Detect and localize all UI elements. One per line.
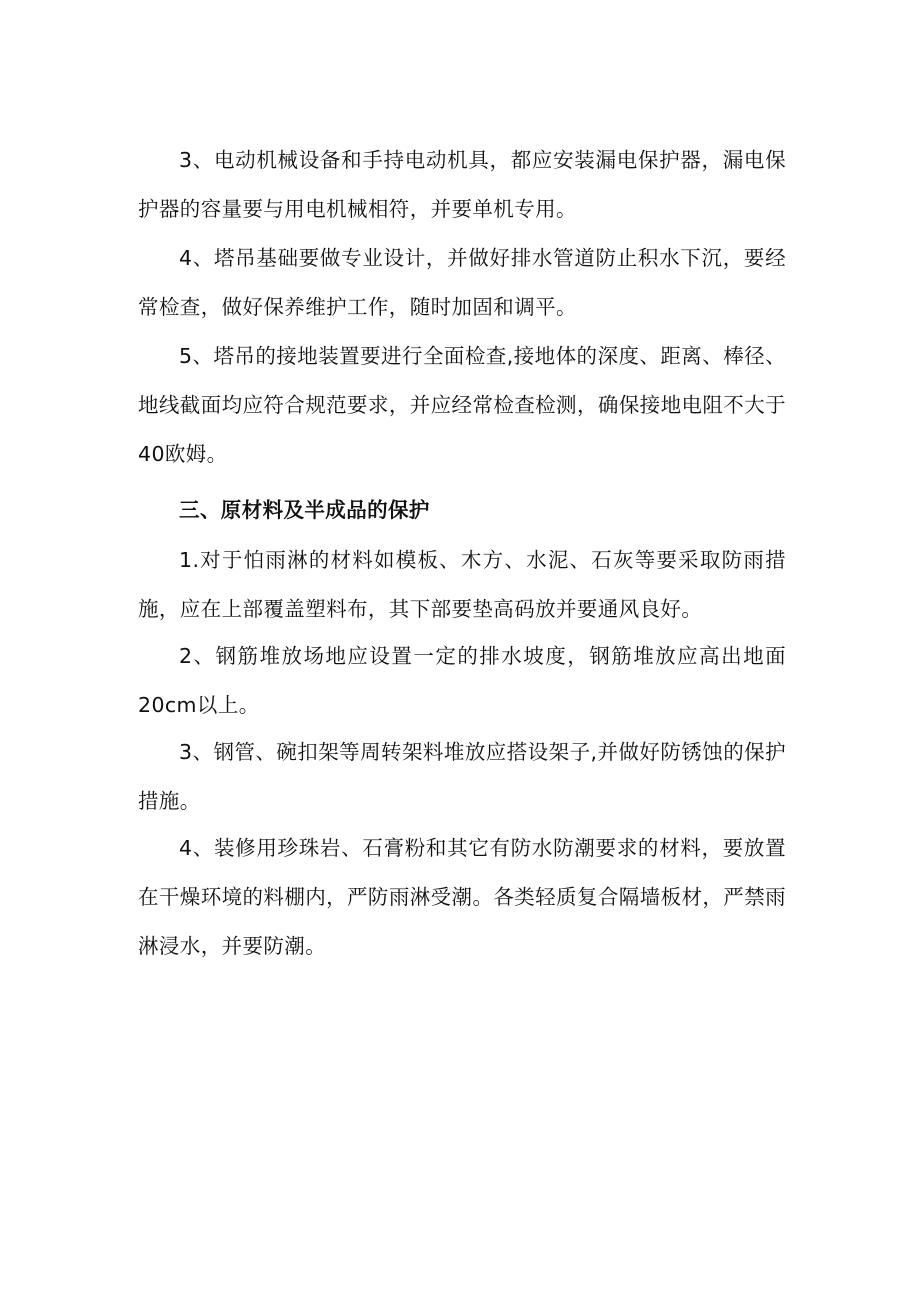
paragraph-item-2-rebar-storage: 2、钢筋堆放场地应设置一定的排水坡度，钢筋堆放应高出地面20cm以上。 [138, 644, 786, 717]
paragraph-item-3-electrical-protection: 3、电动机械设备和手持电动机具，都应安装漏电保护器，漏电保护器的容量要与用电机械相符，并要单机专用。 [138, 148, 786, 221]
paragraph-item-5-tower-crane-grounding: 5、塔吊的接地装置要进行全面检查,接地体的深度、距离、棒径、地线截面均应符合规范要求，并应经常检查检测，确保接地电阻不大于40欧姆。 [138, 344, 786, 466]
paragraph-item-4-tower-crane-foundation: 4、塔吊基础要做专业设计，并做好排水管道防止积水下沉，要经常检查，做好保养维护工作，随时加固和调平。 [138, 246, 786, 319]
paragraph-item-4-decoration-materials: 4、装修用珍珠岩、石膏粉和其它有防水防潮要求的材料，要放置在干燥环境的料棚内，严防雨淋受潮。各类轻质复合隔墙板材，严禁雨淋浸水，并要防潮。 [138, 836, 786, 958]
section-heading-material-protection: 三、原材料及半成品的保护 [179, 498, 430, 522]
paragraph-item-3-scaffold-storage: 3、钢管、碗扣架等周转架料堆放应搭设架子,并做好防锈蚀的保护措施。 [138, 740, 786, 813]
paragraph-item-1-rain-protection: 1.对于怕雨淋的材料如模板、木方、水泥、石灰等要采取防雨措施，应在上部覆盖塑料布，其下部要垫高码放并要通风良好。 [138, 548, 786, 621]
